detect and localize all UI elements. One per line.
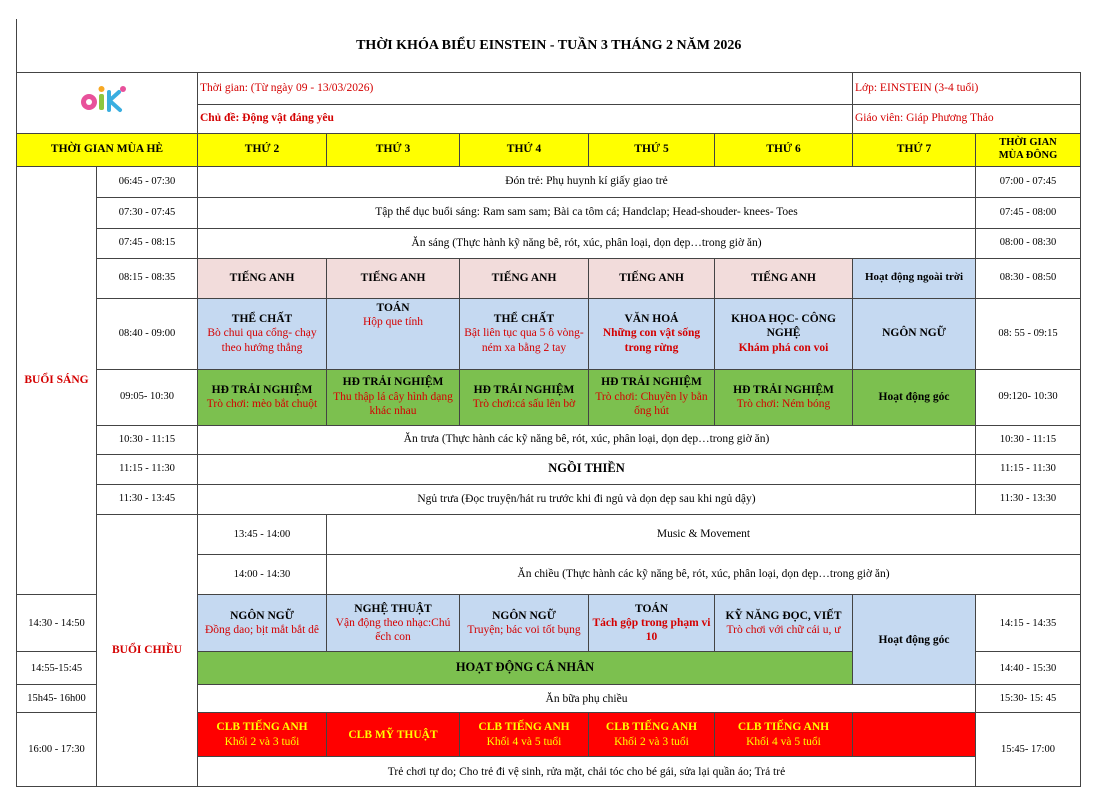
summer-time: 14:55-15:45 [17,652,97,685]
winter-time: 14:15 - 14:35 [976,595,1081,652]
summer-time: 09:05- 10:30 [97,369,198,425]
winter-time: 07:00 - 07:45 [976,166,1081,197]
cell-english: TIẾNG ANH [715,258,853,298]
lesson-cell: KỸ NĂNG ĐỌC, VIẾT Trò chơi với chữ cái u, ư [715,595,853,652]
summer-time: 08:15 - 08:35 [97,258,198,298]
activity-row: Tập thể dục buổi sáng: Ram sam sam; Bài ca tôm cá; Handclap; Head-shouder- knees- Toes [198,197,976,228]
club-cell-empty [853,713,976,757]
winter-time: 15:45- 17:00 [976,713,1081,787]
individual-activity: HOẠT ĐỘNG CÁ NHÂN [198,652,853,685]
session-morning: BUỔI SÁNG [17,166,97,595]
club-cell: CLB TIẾNG ANH Khối 2 và 3 tuổi [198,713,327,757]
summer-time: 11:30 - 13:45 [97,484,198,514]
experience-cell: HĐ TRẢI NGHIỆM Trò chơi:cá sấu lên bờ [460,369,589,425]
date-range: Thời gian: (Từ ngày 09 - 13/03/2026) [198,72,853,104]
timetable [16,19,1081,787]
lesson-cell: NGÔN NGỮ Đồng dao; bịt mắt bắt dê [198,595,327,652]
cell-english: TIẾNG ANH [198,258,327,298]
activity-row: Ăn sáng (Thực hành kỹ năng bê, rót, xúc, phân loại, dọn dẹp…trong giờ ăn) [198,228,976,258]
header-thursday: THỨ 5 [589,133,715,166]
summer-time: 13:45 - 14:00 [198,514,327,554]
summer-time: 14:30 - 14:50 [17,595,97,652]
lesson-cell: THỂ CHẤT Bật liên tục qua 5 ô vòng- ném xa bằng 2 tay [460,298,589,369]
logo [17,72,198,133]
winter-time: 10:30 - 11:15 [976,425,1081,454]
session-afternoon: BUỔI CHIỀU [97,514,198,787]
club-cell: CLB TIẾNG ANH Khối 4 và 5 tuổi [715,713,853,757]
club-cell: CLB MỸ THUẬT [327,713,460,757]
class-name: Lớp: EINSTEIN (3-4 tuổi) [853,72,1081,104]
summer-time: 15h45- 16h00 [17,685,97,713]
activity-row: NGỒI THIỀN [198,454,976,484]
lesson-cell: THỂ CHẤT Bò chui qua cổng- chạy theo hướng thẳng [198,298,327,369]
header-wednesday: THỨ 4 [460,133,589,166]
winter-time: 11:15 - 11:30 [976,454,1081,484]
winter-time: 15:30- 15: 45 [976,685,1081,713]
cell-outdoor: Hoạt động ngoài trời [853,258,976,298]
winter-time: 14:40 - 15:30 [976,652,1081,685]
cell-english: TIẾNG ANH [589,258,715,298]
logo-icon [79,80,135,120]
activity-row: Music & Movement [327,514,1081,554]
experience-cell: HĐ TRẢI NGHIỆM Trò chơi: Ném bóng [715,369,853,425]
corner-activity-cell: Hoạt động góc [853,595,976,685]
header-saturday: THỨ 7 [853,133,976,166]
teacher: Giáo viên: Giáp Phương Thảo [853,104,1081,133]
activity-row: Ngủ trưa (Đọc truyện/hát ru trước khi đi ngủ và dọn dẹp sau khi ngủ dậy) [198,484,976,514]
winter-time: 08: 55 - 09:15 [976,298,1081,369]
lesson-cell: TOÁN Hộp que tính [327,298,460,369]
lesson-cell: NGHỆ THUẬT Vận động theo nhạc:Chú ếch con [327,595,460,652]
topic: Chủ đề: Động vật đáng yêu [198,104,853,133]
lesson-cell: NGÔN NGỮ [853,298,976,369]
cell-english: TIẾNG ANH [460,258,589,298]
winter-time: 08:00 - 08:30 [976,228,1081,258]
summer-time: 10:30 - 11:15 [97,425,198,454]
activity-row: Đón trẻ: Phụ huynh kí giấy giao trẻ [198,166,976,197]
experience-cell: HĐ TRẢI NGHIỆM Thu thập lá cây hình dạng khác nhau [327,369,460,425]
summer-time: 14:00 - 14:30 [198,554,327,594]
winter-time: 11:30 - 13:30 [976,484,1081,514]
lesson-cell: VĂN HOÁ Những con vật sống trong rừng [589,298,715,369]
lesson-cell: TOÁN Tách gộp trong phạm vi 10 [589,595,715,652]
page-title: THỜI KHÓA BIỂU EINSTEIN - TUẦN 3 THÁNG 2 NĂM 2026 [17,19,1081,72]
header-monday: THỨ 2 [198,133,327,166]
experience-cell: HĐ TRẢI NGHIỆM Trò chơi: Chuyền ly bằn ống hút [589,369,715,425]
summer-time: 07:30 - 07:45 [97,197,198,228]
activity-row: Ăn bữa phụ chiều [198,685,976,713]
header-friday: THỨ 6 [715,133,853,166]
winter-time: 09:120- 10:30 [976,369,1081,425]
club-cell: CLB TIẾNG ANH Khối 2 và 3 tuổi [589,713,715,757]
lesson-cell: KHOA HỌC- CÔNG NGHỆ Khám phá con voi [715,298,853,369]
summer-time: 11:15 - 11:30 [97,454,198,484]
header-tuesday: THỨ 3 [327,133,460,166]
winter-time: 07:45 - 08:00 [976,197,1081,228]
activity-row: Trẻ chơi tự do; Cho trẻ đi vệ sinh, rửa mặt, chải tóc cho bé gái, sửa lại quần áo; Trả trẻ [198,757,976,787]
experience-cell: Hoạt động góc [853,369,976,425]
activity-row: Ăn chiều (Thực hành các kỹ năng bê, rót, xúc, phân loại, dọn dẹp…trong giờ ăn) [327,554,1081,594]
activity-row: Ăn trưa (Thực hành các kỹ năng bê, rót, xúc, phân loại, dọn dẹp…trong giờ ăn) [198,425,976,454]
club-cell: CLB TIẾNG ANH Khối 4 và 5 tuổi [460,713,589,757]
summer-time: 06:45 - 07:30 [97,166,198,197]
header-winter-time: THỜI GIAN MÙA ĐÔNG [976,133,1081,166]
summer-time: 07:45 - 08:15 [97,228,198,258]
winter-time: 08:30 - 08:50 [976,258,1081,298]
summer-time: 08:40 - 09:00 [97,298,198,369]
cell-english: TIẾNG ANH [327,258,460,298]
summer-time: 16:00 - 17:30 [17,713,97,787]
lesson-cell: NGÔN NGỮ Truyện; bác voi tốt bụng [460,595,589,652]
header-summer-time: THỜI GIAN MÙA HÈ [17,133,198,166]
experience-cell: HĐ TRẢI NGHIỆM Trò chơi: mèo bắt chuột [198,369,327,425]
timetable-sheet [16,19,1080,787]
